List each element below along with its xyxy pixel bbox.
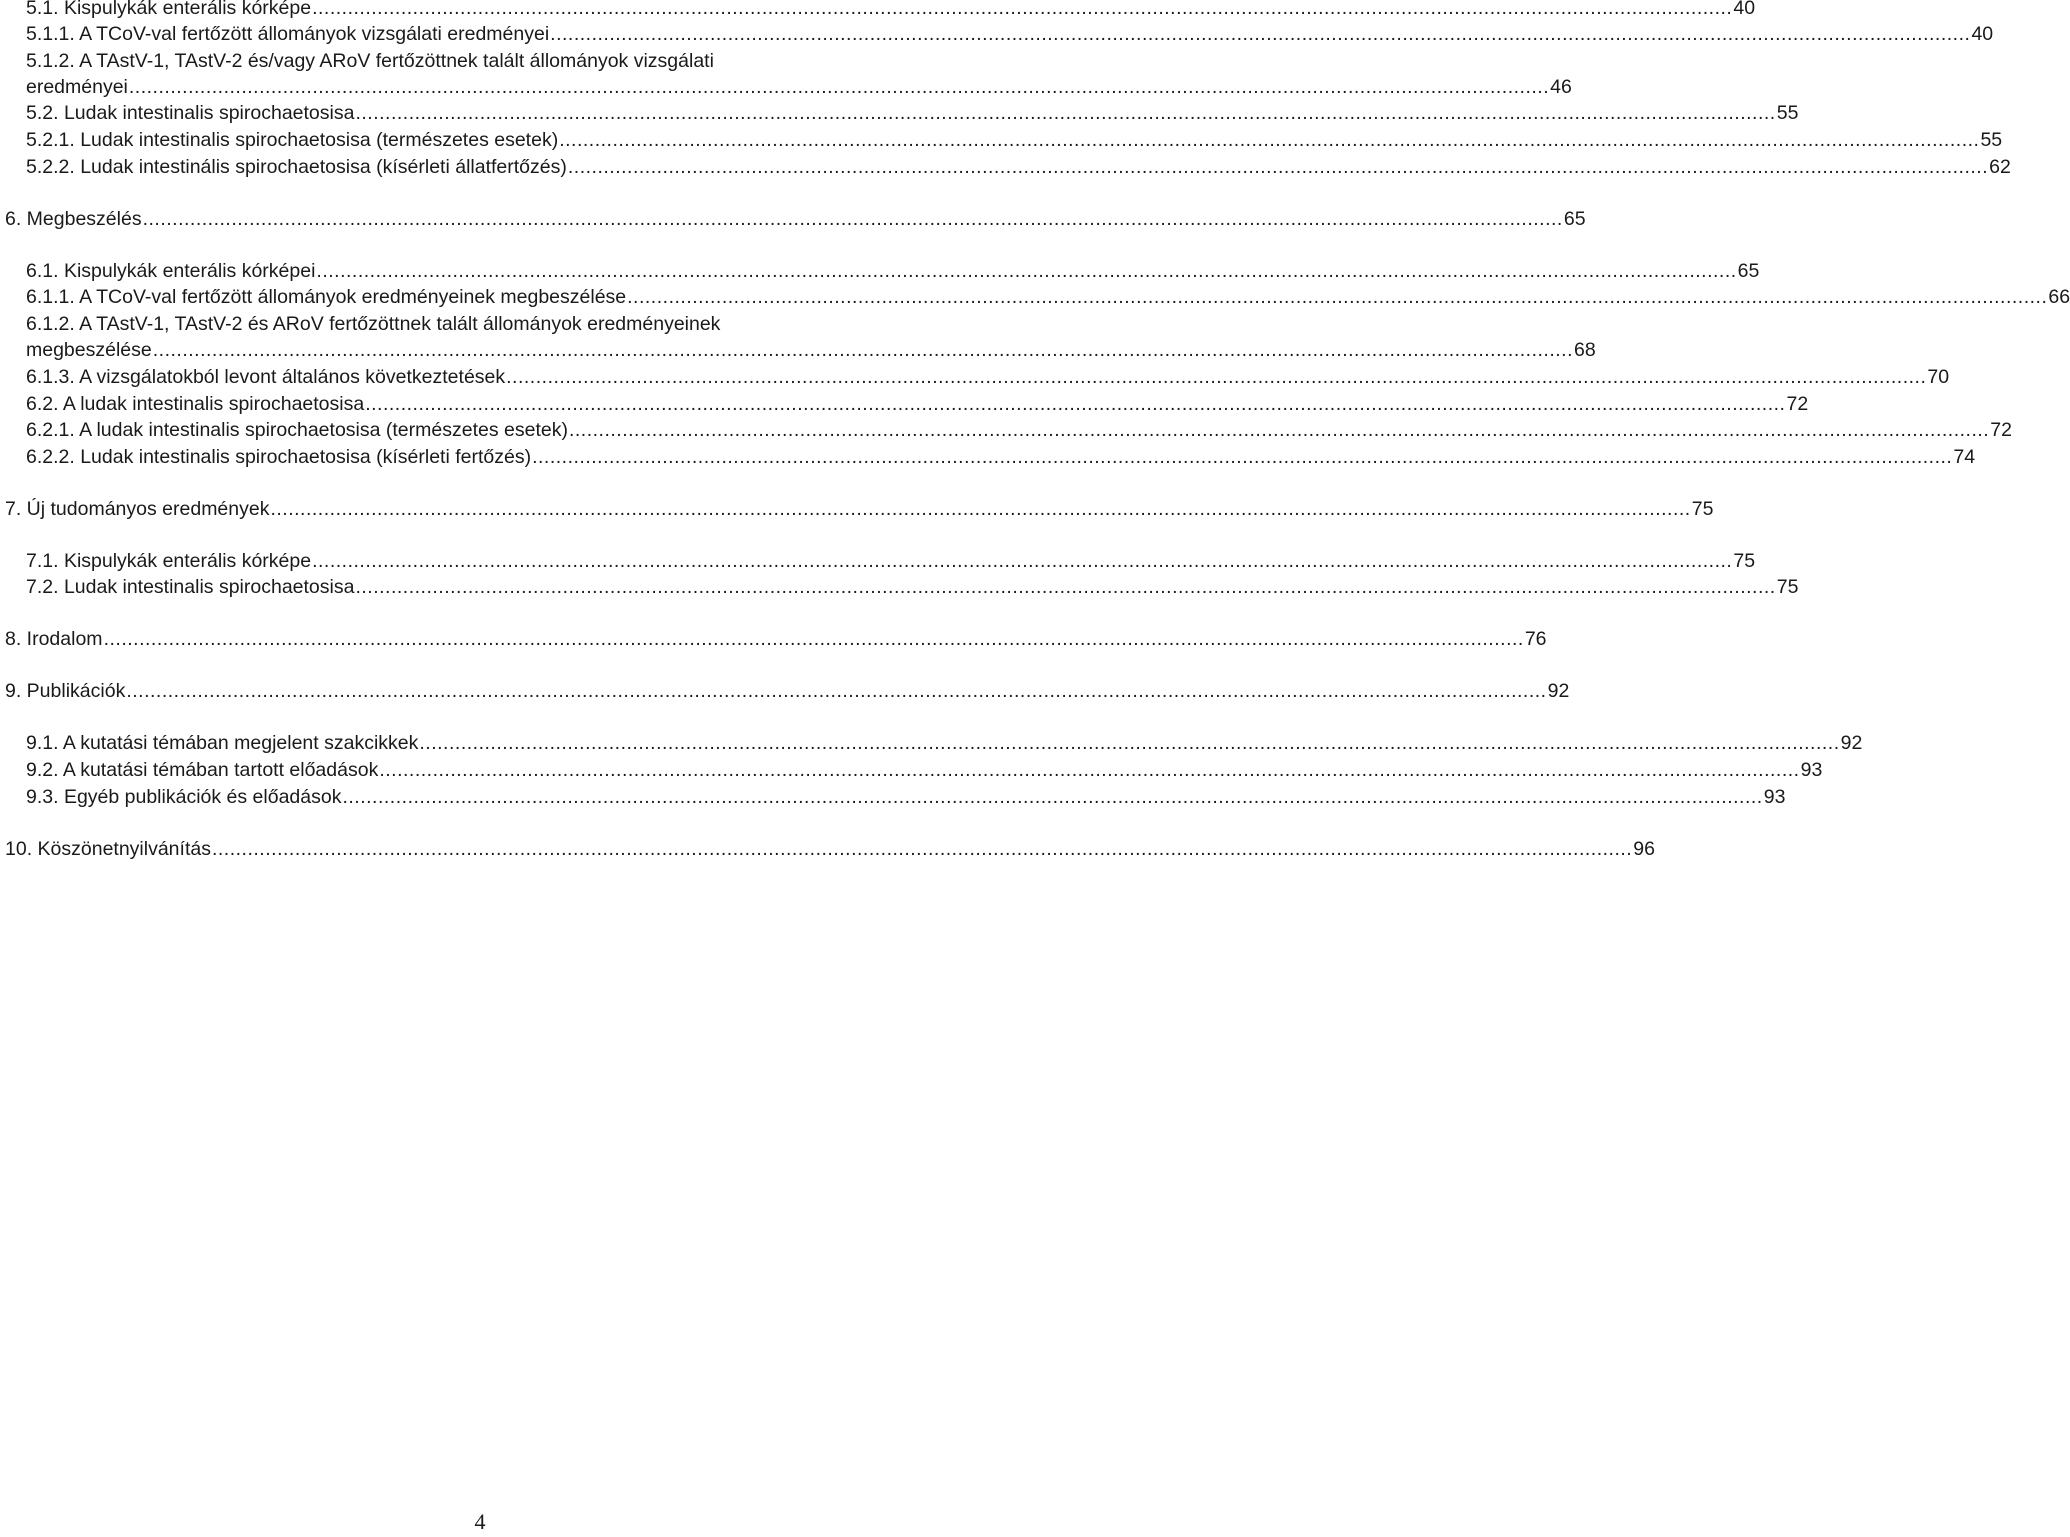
toc-entry-page: 72 (1990, 419, 2012, 441)
toc-entry-page: 40 (1971, 23, 1994, 45)
toc-entry[interactable] (26, 783, 1786, 811)
toc-entry-page: 92 (1840, 732, 1863, 754)
toc-entry-page: 75 (1691, 498, 1714, 520)
toc-entry-label: 6.1.1. A TCoV-val fertőzött állományok eredményeinek megbeszélése (26, 286, 627, 308)
toc-entry-page: 62 (1989, 156, 2011, 178)
toc-leader-dots: ................................................................................................................................................................................................................................................ (419, 732, 1840, 754)
toc-entry[interactable] (26, 73, 1572, 101)
toc-entry-label: 5.2.2. Ludak intestinális spirochaetosisa (kísérleti állatfertőzés) (26, 156, 567, 178)
toc-entry-label: 6.2.2. Ludak intestinalis spirochaetosisa (kísérleti fertőzés) (26, 446, 532, 468)
toc-entry-page: 75 (1776, 576, 1799, 598)
toc-entry[interactable] (5, 205, 1586, 233)
toc-entry[interactable] (26, 390, 1809, 418)
toc-leader-dots: ................................................................................................................................................................................................................................................ (567, 156, 1989, 178)
toc-entry[interactable] (26, 443, 1976, 471)
toc-entry-page: 65 (1737, 260, 1760, 282)
toc-entry-label: 6.2. A ludak intestinalis spirochaetosisa (26, 393, 365, 415)
toc-entry[interactable] (26, 573, 1799, 601)
toc-entry-page: 70 (1927, 366, 1950, 388)
toc-leader-dots: ................................................................................................................................................................................................................................................ (126, 680, 1547, 702)
toc-leader-dots: ................................................................................................................................................................................................................................................ (128, 76, 1550, 98)
toc-leader-dots: ................................................................................................................................................................................................................................................ (506, 366, 1927, 388)
toc-entry[interactable] (26, 756, 1823, 784)
toc-leader-dots: ................................................................................................................................................................................................................................................ (103, 628, 1524, 650)
toc-entry-label: 5.2.1. Ludak intestinalis spirochaetosisa (természetes esetek) (26, 129, 559, 151)
toc-entry-label: megbeszélése (26, 339, 152, 361)
toc-entry-label: 7.2. Ludak intestinalis spirochaetosisa (26, 576, 355, 598)
toc-entry[interactable] (26, 20, 1994, 48)
toc-leader-dots: ................................................................................................................................................................................................................................................ (550, 23, 1971, 45)
toc-leader-dots: ................................................................................................................................................................................................................................................ (559, 129, 1980, 151)
toc-entry-page: 72 (1786, 393, 1809, 415)
toc-entry-page: 55 (1980, 129, 2003, 151)
toc-entry-page: 46 (1550, 76, 1572, 98)
toc-entry-label: 9.1. A kutatási témában megjelent szakcikkek (26, 732, 419, 754)
toc-leader-dots: ................................................................................................................................................................................................................................................ (379, 759, 1800, 781)
toc-entry[interactable] (26, 126, 2003, 154)
toc-leader-dots: ................................................................................................................................................................................................................................................ (355, 576, 1776, 598)
toc-entry-label: 6.1.3. A vizsgálatokból levont általános következtetések (26, 366, 506, 388)
toc-leader-dots: ................................................................................................................................................................................................................................................ (316, 260, 1737, 282)
toc-entry-page: 65 (1563, 208, 1586, 230)
toc-leader-dots: ................................................................................................................................................................................................................................................ (152, 339, 1574, 361)
toc-entry-label: 7.1. Kispulykák enterális kórképe (26, 550, 312, 572)
toc-entry[interactable] (26, 0, 1756, 22)
toc-entry-page: 66 (2048, 286, 2070, 308)
toc-entry[interactable] (26, 336, 1596, 364)
toc-entry-label: 9.2. A kutatási témában tartott előadások (26, 759, 379, 781)
toc-entry-page: 93 (1763, 786, 1786, 808)
toc-entry[interactable] (5, 835, 1655, 863)
toc-leader-dots: ................................................................................................................................................................................................................................................ (270, 498, 1691, 520)
toc-entry[interactable] (26, 99, 1799, 127)
toc-leader-dots: ................................................................................................................................................................................................................................................ (211, 838, 1633, 860)
toc-entry[interactable] (26, 363, 1950, 391)
toc-leader-dots: ................................................................................................................................................................................................................................................ (142, 208, 1563, 230)
toc-leader-dots: ................................................................................................................................................................................................................................................ (568, 419, 1990, 441)
toc-entry-label[interactable]: 5.1.2. A TAstV-1, TAstV-2 és/vagy ARoV fertőzöttnek talált állományok vizsgálati (26, 50, 714, 72)
toc-entry[interactable] (5, 495, 1714, 523)
toc-entry-label: 5.2. Ludak intestinalis spirochaetosisa (26, 102, 355, 124)
toc-entry-page: 68 (1574, 339, 1596, 361)
toc-entry-page: 40 (1733, 0, 1756, 19)
toc-leader-dots: ................................................................................................................................................................................................................................................ (312, 550, 1733, 572)
page-number: 4 (474, 1509, 486, 1534)
toc-leader-dots: ................................................................................................................................................................................................................................................ (342, 786, 1763, 808)
toc-leader-dots: ................................................................................................................................................................................................................................................ (355, 102, 1776, 124)
toc-entry[interactable] (5, 677, 1570, 705)
toc-leader-dots: ................................................................................................................................................................................................................................................ (365, 393, 1786, 415)
toc-entry[interactable] (5, 625, 1547, 653)
toc-entry-label: 9.3. Egyéb publikációk és előadások (26, 786, 342, 808)
toc-leader-dots: ................................................................................................................................................................................................................................................ (532, 446, 1953, 468)
toc-entry-label: 8. Irodalom (5, 628, 103, 650)
toc-entry-page: 93 (1800, 759, 1823, 781)
toc-entry[interactable] (26, 729, 1863, 757)
toc-entry[interactable] (26, 416, 2012, 444)
toc-entry[interactable] (26, 547, 1756, 575)
toc-entry[interactable] (26, 283, 2070, 311)
toc-entry-page: 55 (1776, 102, 1799, 124)
toc-leader-dots: ................................................................................................................................................................................................................................................ (312, 0, 1733, 19)
toc-entry-page: 92 (1547, 680, 1570, 702)
toc-entry-label: 5.1. Kispulykák enterális kórképe (26, 0, 312, 19)
toc-leader-dots: ................................................................................................................................................................................................................................................ (627, 286, 2048, 308)
toc-entry[interactable] (26, 153, 2011, 181)
toc-entry-label[interactable]: 6.1.2. A TAstV-1, TAstV-2 és ARoV fertőzöttnek talált állományok eredményeinek (26, 313, 721, 335)
toc-entry[interactable] (26, 257, 1760, 285)
toc-entry-label: 10. Köszönetnyilvánítás (5, 838, 211, 860)
toc-entry-label: 6. Megbeszélés (5, 208, 142, 230)
toc-entry-label: 6.1. Kispulykák enterális kórképei (26, 260, 316, 282)
toc-entry-label: 5.1.1. A TCoV-val fertőzött állományok vizsgálati eredményei (26, 23, 550, 45)
toc-entry-page: 96 (1633, 838, 1655, 860)
toc-entry-page: 76 (1524, 628, 1547, 650)
toc-entry-page: 74 (1953, 446, 1976, 468)
toc-entry-label: 6.2.1. A ludak intestinalis spirochaetosisa (természetes esetek) (26, 419, 568, 441)
toc-entry-label: 7. Új tudományos eredmények (5, 498, 270, 520)
toc-entry-label: 9. Publikációk (5, 680, 126, 702)
toc-entry-page: 75 (1733, 550, 1756, 572)
toc-entry-label: eredményei (26, 76, 128, 98)
